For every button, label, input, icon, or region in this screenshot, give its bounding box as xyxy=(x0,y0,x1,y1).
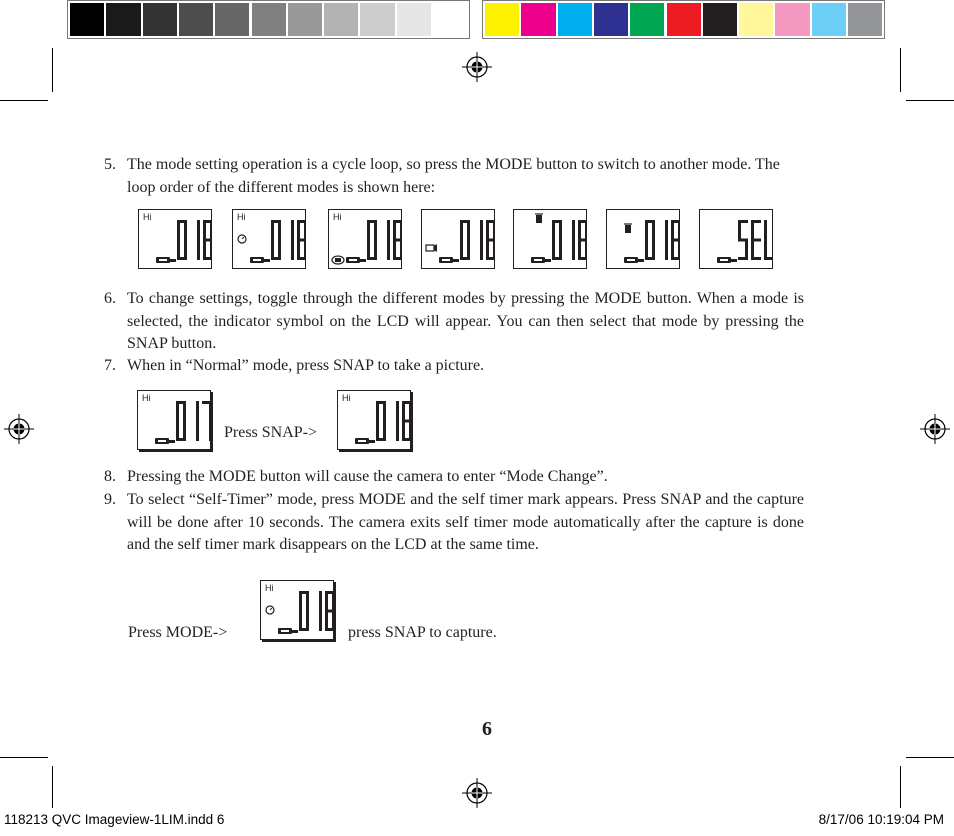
mode-lcd-display xyxy=(513,209,587,269)
lcd-screen xyxy=(700,210,772,268)
lcd-digit xyxy=(578,220,586,260)
crop-mark xyxy=(906,100,954,101)
lcd-digit xyxy=(176,401,186,441)
lcd-dash xyxy=(369,440,375,443)
battery-icon xyxy=(439,257,453,263)
lcd-digit xyxy=(764,220,772,260)
lcd-screen xyxy=(607,210,679,268)
lcd-digit xyxy=(665,220,668,260)
lcd-screen xyxy=(139,210,211,268)
lcd-screen xyxy=(329,210,401,268)
crop-mark xyxy=(0,100,48,101)
lcd-screen xyxy=(233,210,305,268)
lcd-display-self-timer xyxy=(260,580,334,640)
battery-icon xyxy=(355,438,369,444)
lcd-dash xyxy=(638,259,644,262)
registration-mark-icon xyxy=(920,414,950,444)
lcd-digit xyxy=(402,401,410,441)
mode-lcd-display xyxy=(699,209,773,269)
page-number: 6 xyxy=(482,718,492,740)
mode-lcd-display xyxy=(138,209,212,269)
lcd-screen xyxy=(138,391,210,449)
video-mode-icon xyxy=(426,244,437,252)
battery-icon xyxy=(156,257,170,263)
step-number: 9. xyxy=(104,491,116,508)
lcd-screen xyxy=(338,391,410,449)
lcd-digit xyxy=(486,220,494,260)
lcd-dash xyxy=(453,259,459,262)
lcd-digit xyxy=(367,220,377,260)
lcd-dash xyxy=(170,259,176,262)
lcd-screen xyxy=(422,210,494,268)
step-text: The mode setting operation is a cycle loop, so press the MODE button to switch to another mode. The loop order of the different modes is shown here: xyxy=(127,156,780,196)
mode-lcd-display xyxy=(606,209,680,269)
step-text: Pressing the MODE button will cause the camera to enter “Mode Change”. xyxy=(127,468,608,485)
registration-mark-icon xyxy=(462,778,492,808)
registration-mark-icon xyxy=(462,52,492,82)
continuous-shot-icon xyxy=(332,256,344,264)
lcd-screen xyxy=(261,581,333,639)
lcd-digit xyxy=(751,220,761,260)
battery-icon xyxy=(346,257,360,263)
self-timer-icon xyxy=(266,606,274,614)
lcd-digit xyxy=(196,401,199,441)
lcd-dash xyxy=(545,259,551,262)
lcd-digit xyxy=(396,401,399,441)
step-8 xyxy=(104,466,804,489)
press-mode-label: Press MODE-> xyxy=(128,624,228,641)
lcd-digit xyxy=(552,220,562,260)
lcd-digit xyxy=(291,220,294,260)
self-timer-icon xyxy=(238,235,246,243)
resolution-hi-label: Hi xyxy=(265,583,274,593)
lcd-digit xyxy=(197,220,200,260)
lcd-dash xyxy=(731,259,737,262)
lcd-digit xyxy=(738,220,748,260)
lcd-digit xyxy=(572,220,575,260)
step-number: 7. xyxy=(104,357,116,374)
lcd-display-after-snap xyxy=(337,390,411,450)
lcd-digit xyxy=(393,220,401,260)
mode-lcd-display xyxy=(232,209,306,269)
lcd-display-before-snap xyxy=(137,390,211,450)
step-number: 8. xyxy=(104,468,116,485)
lcd-digit xyxy=(376,401,386,441)
crop-mark xyxy=(900,48,901,92)
press-snap-label: Press SNAP-> xyxy=(224,424,318,441)
lcd-dash xyxy=(264,259,270,262)
step-number: 5. xyxy=(104,156,116,173)
swatch-frame xyxy=(67,0,470,39)
crop-mark xyxy=(52,48,53,92)
press-snap-capture-label: press SNAP to capture. xyxy=(348,624,497,641)
lcd-digit xyxy=(671,220,679,260)
resolution-hi-label: Hi xyxy=(333,212,342,222)
resolution-hi-label: Hi xyxy=(342,393,351,403)
lcd-digit xyxy=(299,591,309,631)
delete-one-icon xyxy=(535,214,543,223)
battery-icon xyxy=(717,257,731,263)
swatch-frame xyxy=(482,0,885,39)
crop-mark xyxy=(906,757,954,758)
battery-icon xyxy=(531,257,545,263)
battery-icon xyxy=(155,438,169,444)
step-6 xyxy=(104,288,804,356)
battery-icon xyxy=(278,628,292,634)
lcd-digit xyxy=(387,220,390,260)
lcd-digit xyxy=(319,591,322,631)
delete-all-icon xyxy=(624,224,632,233)
lcd-dash xyxy=(360,259,366,262)
step-5 xyxy=(104,154,804,199)
mode-lcd-display xyxy=(328,209,402,269)
slug-file-info: 118213 QVC Imageview-1LIM.indd 6 xyxy=(4,812,225,827)
lcd-digit xyxy=(202,401,210,441)
step-text: To change settings, toggle through the different modes by pressing the MODE button. When a mode is selected, the indicator symbol on the LCD will appear. You can then select that mode by pressing the SNAP button. xyxy=(127,290,804,352)
mode-lcd-display xyxy=(421,209,495,269)
slug-timestamp: 8/17/06 10:19:04 PM xyxy=(818,812,944,827)
lcd-digit xyxy=(297,220,305,260)
crop-mark xyxy=(0,757,48,758)
step-9 xyxy=(104,489,804,557)
registration-mark-icon xyxy=(4,414,34,444)
battery-icon xyxy=(624,257,638,263)
resolution-hi-label: Hi xyxy=(237,212,246,222)
step-number: 6. xyxy=(104,290,116,307)
step-7 xyxy=(104,355,804,378)
lcd-digit xyxy=(460,220,470,260)
lcd-dash xyxy=(169,440,175,443)
crop-mark xyxy=(900,766,901,808)
lcd-dash xyxy=(292,630,298,633)
lcd-digit xyxy=(177,220,187,260)
step-text: To select “Self-Timer” mode, press MODE and the self timer mark appears. Press SNAP and the capture will be done after 10 seconds. The camera exits self timer mode automatically after the capture is done and the self timer mark disappears on the LCD at the same time. xyxy=(127,491,804,553)
resolution-hi-label: Hi xyxy=(143,212,152,222)
crop-mark xyxy=(52,766,53,808)
lcd-digit xyxy=(645,220,655,260)
step-text: When in “Normal” mode, press SNAP to take a picture. xyxy=(127,357,485,374)
lcd-screen xyxy=(514,210,586,268)
lcd-digit xyxy=(203,220,211,260)
battery-icon xyxy=(250,257,264,263)
resolution-hi-label: Hi xyxy=(142,393,151,403)
lcd-digit xyxy=(325,591,333,631)
lcd-digit xyxy=(271,220,281,260)
lcd-digit xyxy=(480,220,483,260)
